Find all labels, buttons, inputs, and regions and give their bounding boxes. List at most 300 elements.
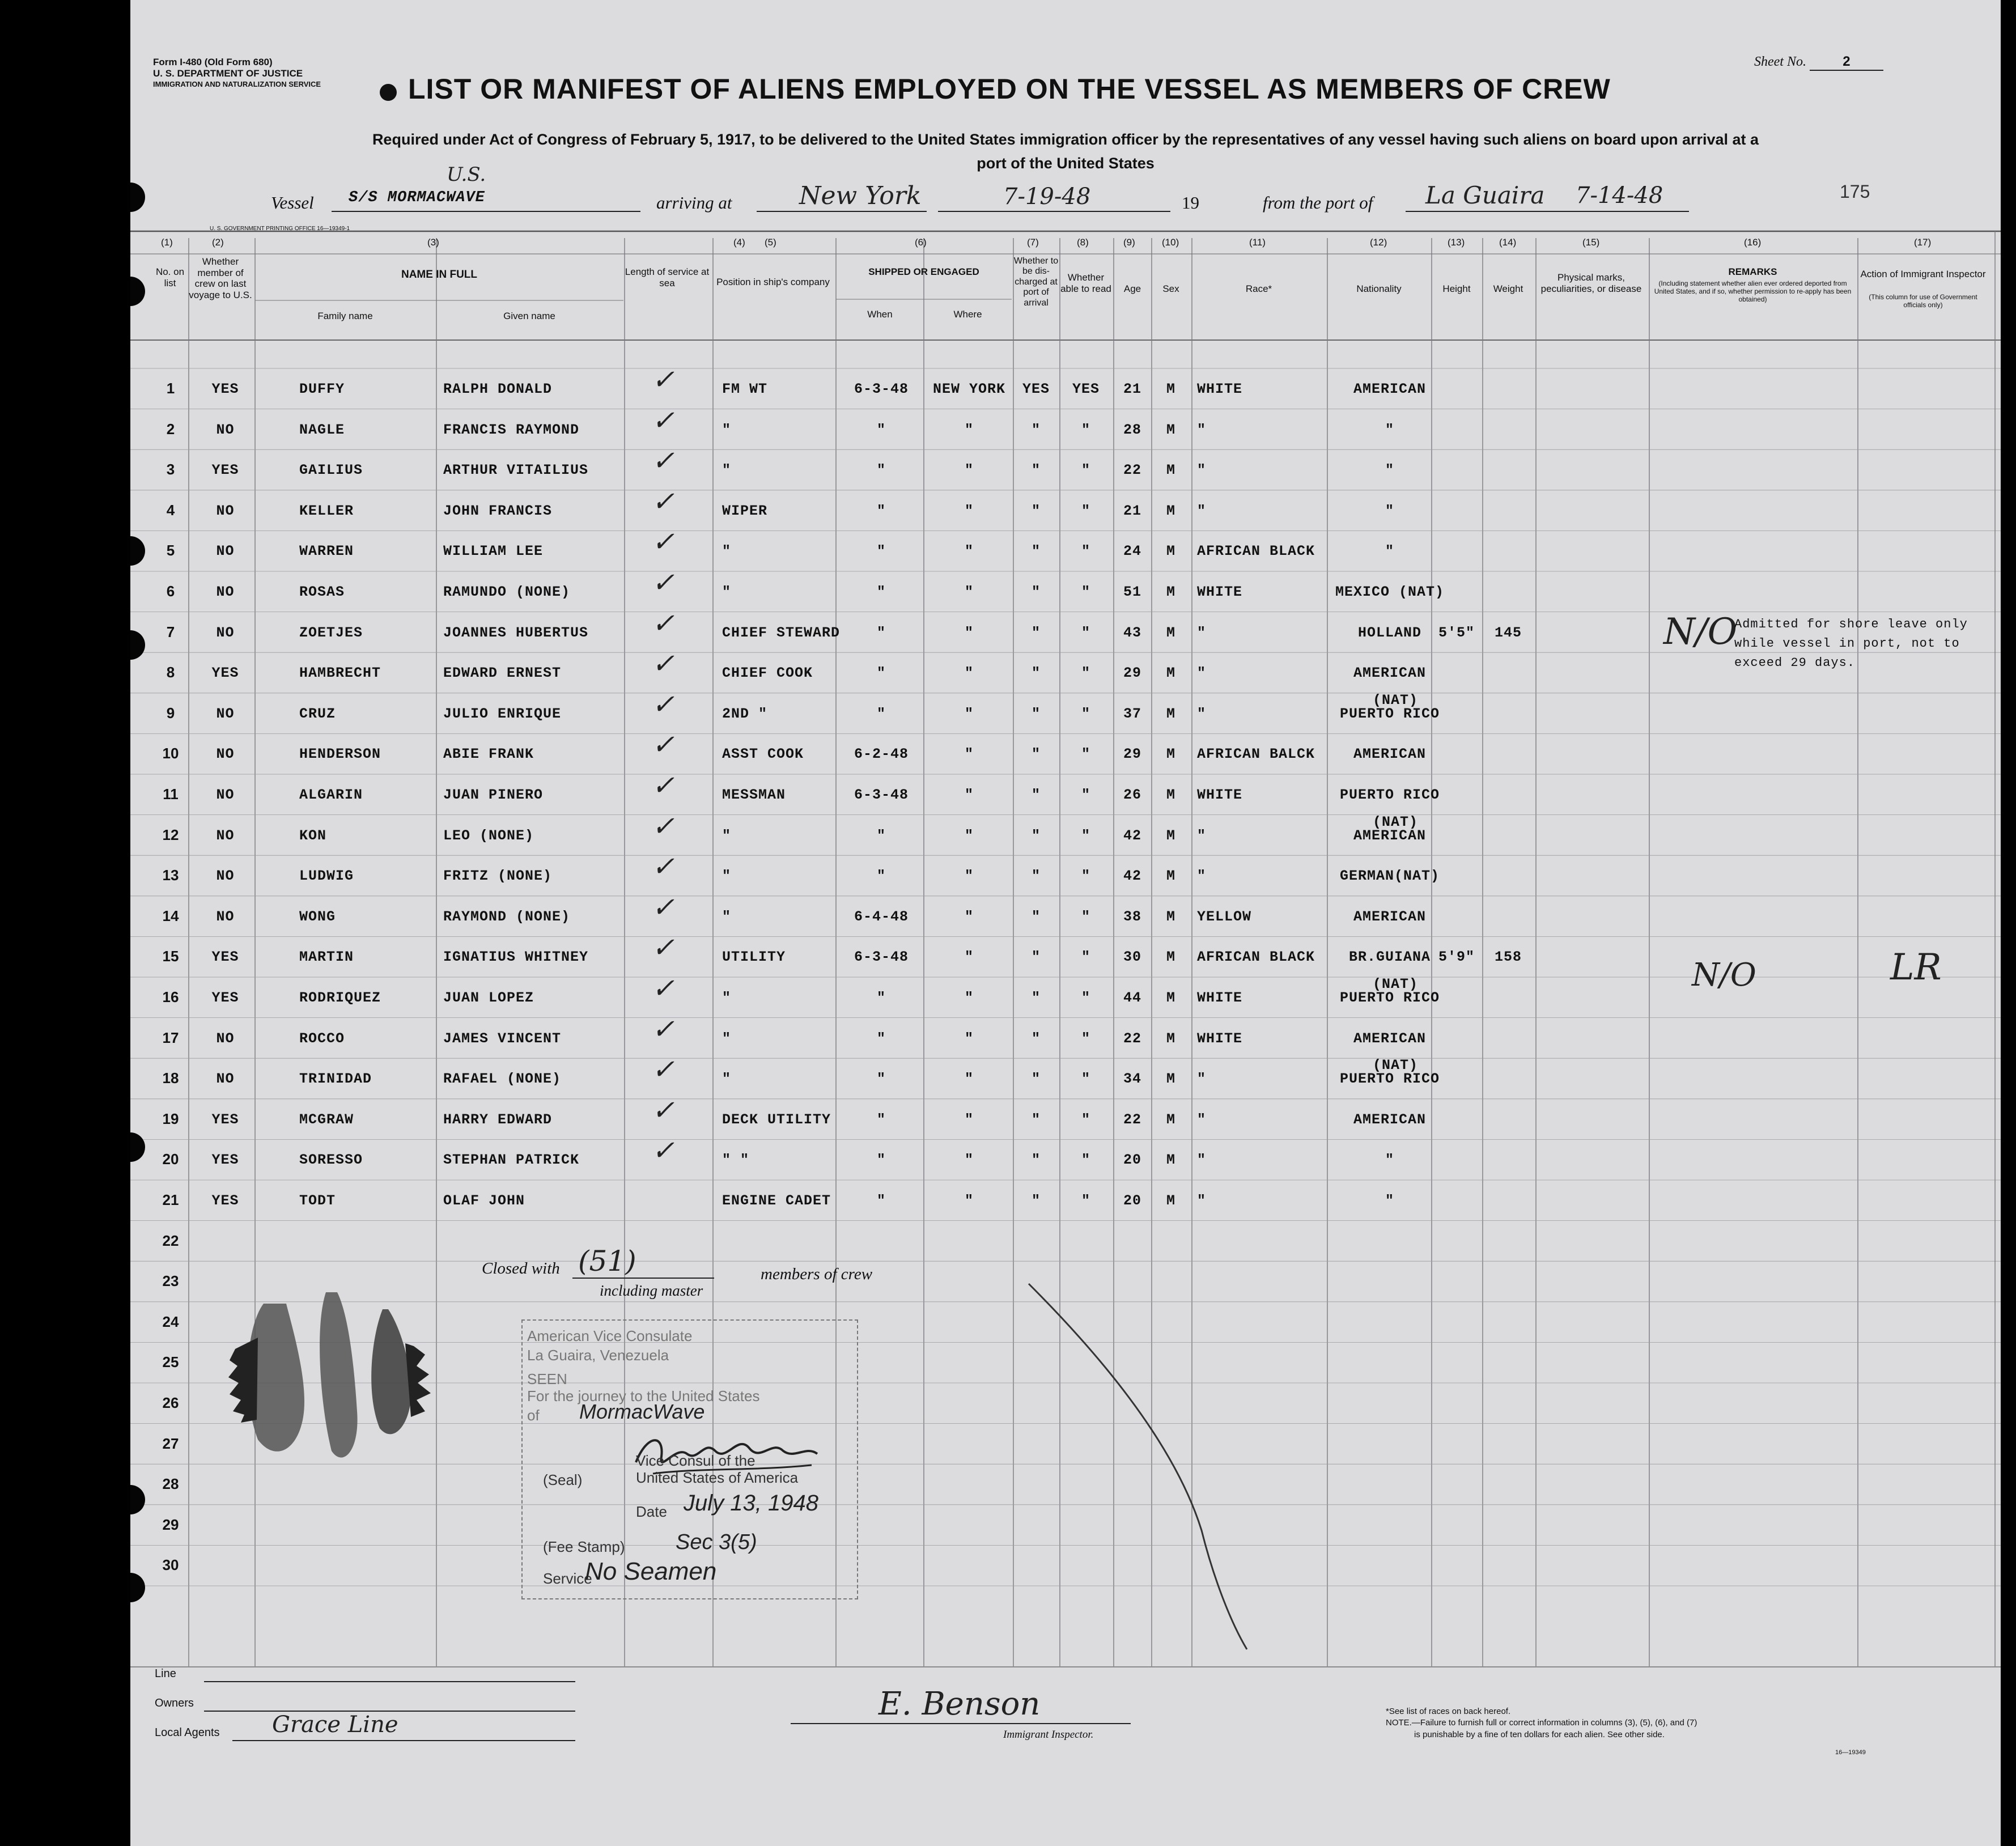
row-number: 15 [162,948,179,965]
crew-family: ROSAS [299,584,345,600]
crew-where: " [964,543,974,560]
row-number: 13 [162,867,179,884]
row-number: 3 [166,461,175,478]
crew-discharged: " [1031,827,1041,844]
crew-read: " [1081,665,1090,682]
crew-family: RODRIQUEZ [299,990,381,1006]
crew-member: NO [216,502,235,519]
crew-nationality: MEXICO (NAT) [1335,584,1445,600]
row-number: 27 [162,1435,179,1452]
inspector-label: Immigrant Inspector. [1003,1729,1094,1741]
crew-age: 42 [1123,868,1141,885]
crew-given: FRITZ (NONE) [443,868,553,885]
crew-when: 6-2-48 [854,746,909,763]
note-line: *See list of races on back hereof. [1386,1707,1511,1716]
crew-discharged: " [1031,868,1041,885]
crew-read: " [1081,1071,1090,1088]
crew-when: " [876,868,886,885]
crew-family: TRINIDAD [299,1071,372,1088]
crew-where: " [964,1152,974,1169]
crew-where: " [964,787,974,803]
header-action-inspector: Action of Immigrant Inspector [1860,269,1986,279]
crew-when: " [876,665,886,682]
crew-discharged: " [1031,543,1041,560]
row-number: 28 [162,1475,179,1493]
column-number: (3) [427,237,439,248]
row-number: 11 [163,786,179,803]
row-number: 19 [162,1110,179,1127]
crew-where: " [964,1111,974,1128]
crew-discharged: " [1031,1152,1041,1169]
crew-nationality: AMERICAN [1353,908,1427,925]
crew-where: " [964,462,974,479]
column-number: (9) [1123,237,1135,248]
crew-weight: 158 [1494,949,1522,966]
crew-when: " [876,1071,886,1088]
manifest-sheet [130,0,2001,1846]
row-number: 10 [162,745,179,762]
crew-when: " [876,1111,886,1128]
crew-family: WONG [299,908,336,925]
crew-member: YES [211,990,239,1006]
crew-age: 37 [1123,705,1141,722]
crew-read: " [1081,908,1090,925]
crew-position: FM WT [722,381,768,397]
service-label: Service [543,1570,592,1587]
row-number: 2 [166,420,175,438]
crew-sex: M [1166,624,1175,641]
note-line: is punishable by a fine of ten dollars for each alien. See other side. [1414,1729,1665,1739]
crew-sex: M [1166,584,1175,600]
stamp-line: SEEN [527,1370,567,1387]
crew-position: 2ND " [722,705,768,722]
row-number: 5 [166,542,175,559]
crew-when: " [876,421,886,438]
header-when: When [867,309,893,320]
crew-member: NO [216,584,235,600]
column-number: (8) [1077,237,1089,248]
nationality-nat-note: (NAT) [1372,813,1418,830]
department: U. S. DEPARTMENT OF JUSTICE [153,68,303,79]
crew-family: SORESSO [299,1152,363,1169]
crew-member: YES [211,462,239,479]
crew-race: " [1197,421,1207,438]
underline [791,1723,1131,1724]
crew-sex: M [1166,1071,1175,1088]
crew-read: " [1081,462,1090,479]
row-number: 24 [162,1313,179,1330]
crew-member: NO [216,624,235,641]
crew-discharged: " [1031,990,1041,1006]
header-race: Race* [1245,283,1272,294]
row-number: 17 [162,1029,179,1046]
crew-race: " [1197,624,1207,641]
crew-discharged: " [1031,584,1041,600]
page-number-stamp: 175 [1840,181,1870,202]
crew-given: OLAF JOHN [443,1193,525,1209]
crew-sex: M [1166,1030,1175,1047]
crew-race: " [1197,462,1207,479]
vessel-hand-note: U.S. [447,163,486,186]
crew-race: AFRICAN BALCK [1197,746,1315,763]
crew-race: " [1197,868,1207,885]
header-able-to-read: Whether able to read [1060,272,1111,294]
crew-sex: M [1166,1111,1175,1128]
crew-position: " [722,543,732,560]
crew-nationality: AMERICAN [1353,746,1427,763]
crew-read: " [1081,827,1090,844]
crew-position: " [722,827,732,844]
crew-where: " [964,1193,974,1209]
service-check-mark: ✓ [651,648,675,680]
crew-weight: 145 [1494,624,1522,641]
service-check-mark: ✓ [651,729,675,761]
column-number: (14) [1499,237,1517,248]
crew-member: NO [216,868,235,885]
crew-age: 43 [1123,624,1141,641]
crew-age: 20 [1123,1193,1141,1209]
crew-age: 44 [1123,990,1141,1006]
crew-when: " [876,705,886,722]
crew-nationality: GERMAN(NAT) [1339,868,1440,885]
crew-family: LUDWIG [299,868,354,885]
crew-discharged: " [1031,502,1041,519]
crew-member: YES [211,1193,239,1209]
local-agents-label: Local Agents [155,1726,220,1739]
crew-given: HARRY EDWARD [443,1111,553,1128]
crew-family: TODT [299,1193,336,1209]
crew-age: 29 [1123,665,1141,682]
crew-age: 29 [1123,746,1141,763]
service-check-mark: ✓ [651,770,675,801]
crew-sex: M [1166,502,1175,519]
crew-position: " [722,421,732,438]
from-port: La Guaira [1425,181,1545,209]
service-check-mark: ✓ [651,567,675,599]
crew-read: " [1081,1111,1090,1128]
crew-given: JUAN PINERO [443,787,544,803]
crew-position: ASST COOK [722,746,804,763]
header-family-name: Family name [317,311,373,321]
sheet-number: 2 [1810,54,1883,71]
crew-given: EDWARD ERNEST [443,665,562,682]
crew-when: " [876,502,886,519]
print-code: U. S. GOVERNMENT PRINTING OFFICE 16—19349-1 [210,226,350,232]
service-check-mark: ✓ [651,810,675,842]
crew-where: " [964,868,974,885]
row-number: 25 [162,1353,179,1371]
crew-family: CRUZ [299,705,336,722]
owners-label: Owners [155,1697,194,1709]
header-position: Position in ship's company [716,277,830,287]
crew-given: RAYMOND (NONE) [443,908,571,925]
vessel-label: Vessel [271,193,314,213]
crew-sex: M [1166,1152,1175,1169]
note-line: NOTE.—Failure to furnish full or correct information in columns (3), (5), (6), and (7) [1386,1718,1697,1728]
crew-given: IGNATIUS WHITNEY [443,949,589,966]
crew-nationality: PUERTO RICO [1339,1071,1440,1088]
form-id-block [153,57,321,88]
underline [1406,211,1689,212]
crew-where: " [964,949,974,966]
crew-given: JOANNES HUBERTUS [443,624,589,641]
underline [757,211,927,212]
crew-nationality: " [1385,1152,1394,1169]
row-number: 20 [162,1151,179,1168]
header-sex: Sex [1162,283,1179,294]
remark-mark: N/O [1663,611,1738,653]
vice-consul-stamp [521,1319,858,1599]
crew-discharged: " [1031,787,1041,803]
crew-where: " [964,502,974,519]
crew-when: " [876,1152,886,1169]
header-length-of-service: Length of service at sea [625,266,710,288]
crew-read: " [1081,705,1090,722]
crew-race: " [1197,1152,1207,1169]
stamp-date: July 13, 1948 [684,1491,818,1516]
sheet-number-block [1754,54,1883,71]
header-nationality: Nationality [1356,283,1402,294]
row-number: 1 [166,380,175,397]
arriving-label: arriving at [656,193,732,213]
column-number: (10) [1162,237,1179,248]
column-number: (1) [161,237,173,248]
crew-position: DECK UTILITY [722,1111,831,1128]
crew-discharged: " [1031,705,1041,722]
crew-given: JOHN FRANCIS [443,502,553,519]
crew-race: " [1197,827,1207,844]
crew-position: " [722,1030,732,1047]
crew-sex: M [1166,868,1175,885]
crew-member: NO [216,908,235,925]
crew-read: " [1081,1193,1090,1209]
crew-sex: M [1166,543,1175,560]
crew-race: WHITE [1197,381,1243,397]
crew-member: YES [211,665,239,682]
crew-nationality: AMERICAN [1353,1111,1427,1128]
crew-sex: M [1166,949,1175,966]
remark-line: Admitted for shore leave only [1734,617,1968,631]
crew-age: 21 [1123,502,1141,519]
crew-family: MARTIN [299,949,354,966]
crew-age: 38 [1123,908,1141,925]
remark-mark: N/O [1692,957,1756,994]
row-number: 23 [162,1272,179,1290]
crew-nationality: HOLLAND [1357,624,1422,641]
crew-nationality: PUERTO RICO [1339,787,1440,803]
crew-nationality: " [1385,502,1394,519]
bullet-dot-icon [380,84,397,101]
vessel-handwritten: MormacWave [579,1400,705,1423]
row-number: 18 [162,1070,179,1087]
column-number: (13) [1448,237,1465,248]
crew-sex: M [1166,705,1175,722]
closing-label: Closed with [482,1259,560,1278]
crew-family: ZOETJES [299,624,363,641]
header-weight: Weight [1493,283,1523,294]
footer-divider [130,1666,2001,1668]
crew-family: KELLER [299,502,354,519]
row-number: 14 [162,907,179,924]
crew-position: ENGINE CADET [722,1193,831,1209]
crew-age: 42 [1123,827,1141,844]
crew-age: 51 [1123,584,1141,600]
column-number: (2) [212,237,224,248]
crew-when: 6-3-48 [854,381,909,397]
crew-family: GAILIUS [299,462,363,479]
crew-nationality: AMERICAN [1353,827,1427,844]
pen-stroke [1026,1281,1275,1655]
crew-position: UTILITY [722,949,786,966]
crew-read: " [1081,1030,1090,1047]
crew-member: YES [211,1152,239,1169]
header-member-last-voyage: Whether member of crew on last voyage to U.S. [189,256,252,300]
crew-position: CHIEF STEWARD [722,624,841,641]
underline [204,1681,575,1682]
crew-where: " [964,827,974,844]
crew-discharged: YES [1022,381,1050,397]
line-label: Line [155,1667,176,1680]
crew-member: NO [216,1030,235,1047]
arriving-port: New York [799,181,922,210]
column-number: (5) [765,237,776,248]
stamp-line: La Guaira, Venezuela [527,1347,669,1364]
form-id: Form I-480 (Old Form 680) [153,57,273,67]
crew-race: WHITE [1197,787,1243,803]
inspector-signature: E. Benson [878,1686,1041,1722]
crew-when: " [876,543,886,560]
service-check-mark: ✓ [651,607,675,639]
crew-read: " [1081,421,1090,438]
crew-given: ABIE FRANK [443,746,534,763]
remark-line: while vessel in port, not to [1734,636,1960,651]
depart-date: 7-14-48 [1576,183,1663,209]
remark-line: exceed 29 days. [1734,656,1856,670]
crew-position: " [722,462,732,479]
crew-position: MESSMAN [722,787,786,803]
header-name-in-full: NAME IN FULL [401,269,478,281]
row-number: 26 [162,1394,179,1411]
crew-when: " [876,624,886,641]
crew-member: YES [211,949,239,966]
crew-count: (51) [578,1245,636,1278]
header-where: Where [953,309,982,320]
crew-given: JULIO ENRIQUE [443,705,562,722]
crew-race: AFRICAN BLACK [1197,949,1315,966]
stamp-line: of [527,1407,540,1424]
column-number: (12) [1370,237,1387,248]
crew-given: RALPH DONALD [443,381,553,397]
crew-sex: M [1166,421,1175,438]
crew-age: 20 [1123,1152,1141,1169]
row-number: 22 [162,1232,179,1249]
crew-race: WHITE [1197,1030,1243,1047]
service-check-mark: ✓ [651,851,675,883]
crew-family: NAGLE [299,421,345,438]
crew-member: NO [216,827,235,844]
crew-member: NO [216,1071,235,1088]
crew-read: " [1081,990,1090,1006]
crew-race: " [1197,1193,1207,1209]
underline [572,1278,714,1279]
crew-when: " [876,827,886,844]
service: IMMIGRATION AND NATURALIZATION SERVICE [153,79,321,88]
service-check-mark: ✓ [651,688,675,720]
crew-age: 22 [1123,462,1141,479]
row-number: 6 [166,583,175,600]
crew-discharged: " [1031,1071,1041,1088]
header-given-name: Given name [503,311,555,321]
service-check-mark: ✓ [651,1013,675,1045]
footer-notes [1386,1706,1697,1741]
crew-race: WHITE [1197,584,1243,600]
crew-age: 22 [1123,1030,1141,1047]
crew-discharged: " [1031,1193,1041,1209]
crew-read: " [1081,543,1090,560]
crew-read: " [1081,746,1090,763]
row-number: 4 [166,501,175,519]
service-check-mark: ✓ [651,932,675,964]
subtitle-line: port of the United States [977,154,1155,172]
underline [232,1740,575,1741]
crew-read: " [1081,502,1090,519]
row-number: 21 [162,1191,179,1208]
crew-member: YES [211,381,239,397]
crew-when: 6-3-48 [854,787,909,803]
column-number: (17) [1914,237,1932,248]
row-number: 16 [162,988,179,1005]
crew-discharged: " [1031,949,1041,966]
crew-given: FRANCIS RAYMOND [443,421,580,438]
crew-family: ROCCO [299,1030,345,1047]
crew-age: 28 [1123,421,1141,438]
crew-race: " [1197,705,1207,722]
crew-race: " [1197,1111,1207,1128]
service-check-mark: ✓ [651,973,675,1004]
crew-sex: M [1166,990,1175,1006]
row-number: 9 [166,704,175,722]
crew-position: " [722,584,732,600]
header-discharged: Whether to be dis-charged at port of arrival [1013,256,1059,308]
crew-race: YELLOW [1197,908,1252,925]
crew-race: AFRICAN BLACK [1197,543,1315,560]
crew-given: JAMES VINCENT [443,1030,562,1047]
crew-nationality: PUERTO RICO [1339,705,1440,722]
crew-sex: M [1166,381,1175,397]
column-number: (4) [733,237,745,248]
crew-age: 34 [1123,1071,1141,1088]
crew-given: ARTHUR VITAILIUS [443,462,589,479]
crew-where: " [964,990,974,1006]
shore-leave-remark [1734,615,1968,673]
crew-nationality: " [1385,1193,1394,1209]
crew-when: 6-4-48 [854,908,909,925]
stamp-line: American Vice Consulate [527,1327,693,1344]
column-number: (16) [1744,237,1762,248]
crew-where: " [964,908,974,925]
crew-sex: M [1166,827,1175,844]
crew-where: " [964,705,974,722]
crew-when: " [876,584,886,600]
service-check-mark: ✓ [651,1094,675,1126]
crew-discharged: " [1031,624,1041,641]
crew-member: NO [216,705,235,722]
crew-read: " [1081,584,1090,600]
crew-discharged: " [1031,1111,1041,1128]
service-check-mark: ✓ [651,1054,675,1086]
header-action-note: (This column for use of Government officials only) [1869,293,1977,309]
crew-member: NO [216,421,235,438]
